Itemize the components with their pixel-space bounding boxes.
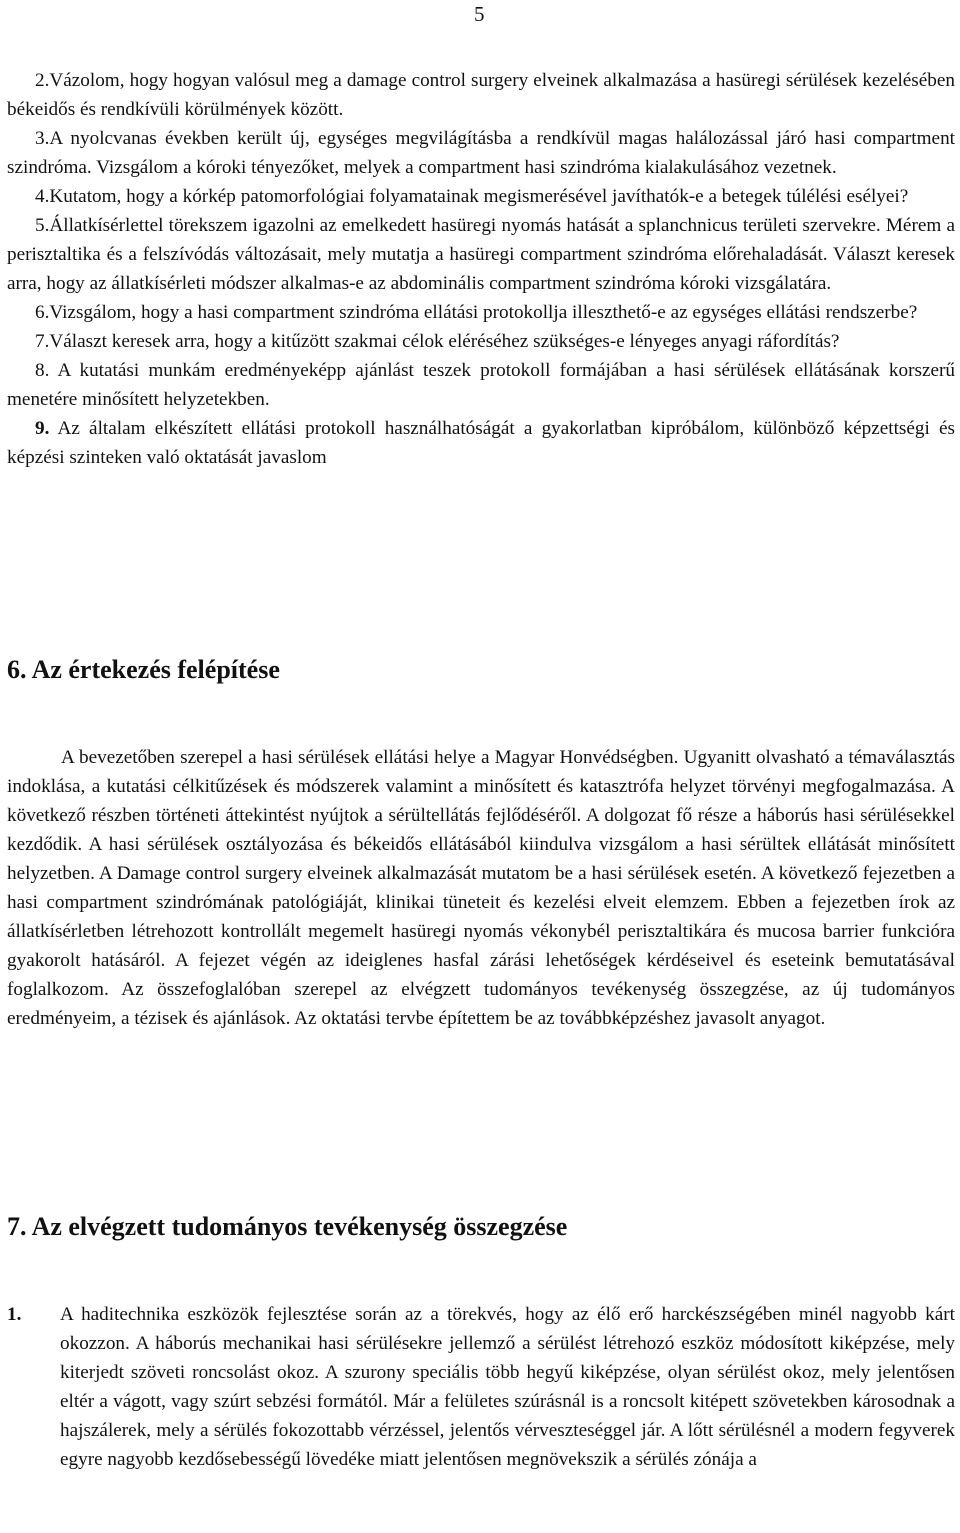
summary-list <box>7 1300 955 1474</box>
goal-item <box>7 327 955 356</box>
goal-item <box>7 298 955 327</box>
goal-number: 6. <box>35 302 50 323</box>
goal-number: 4. <box>35 186 50 207</box>
paragraph-text: A bevezetőben szerepel a hasi sérülések ellátási helye a Magyar Honvédségben. Ugyanitt olvasható a témaválasztás indoklása, a kutatási célkitűzések és módszerek valamint a minősített és katasztrófa helyzet törvényi megfogalmazása. A következő részben történeti áttekintést nyújtok a sérültellátás fejlődéséről. A dolgozat fő része a háborús hasi sérülésekkel kezdődik. A hasi sérülések osztályozása és békeidős ellátásából kiindulva vizsgálom a hasi sérültek ellátását minősített helyzetben. A Damage control surgery elveinek alkalmazását mutatom be a hasi sérülések esetén. A következő fejezetben a hasi compartment szindrómának patológiáját, klinikai tüneteit és kezelési elveit elemzem. Ebben a fejezetben írok az állatkísérletben létrehozott kontrollált megemelt hasüregi nyomás vékonybél perisztaltikára és mucosa barrier funkcióra gyakorolt hatásáról. A fejezet végén az ideiglenes hasfal zárási lehetőségek kérdéseivel és eseteink bemutatásával foglalkozom. Az összefoglalóban szerepel az elvégzett tudományos tevékenység összegzése, az új tudományos eredményeim, a tézisek és ajánlások. Az oktatási tervbe építettem be az továbbképzéshez javasolt anyagot. <box>7 747 955 1029</box>
goal-item <box>7 182 955 211</box>
goal-number: 2. <box>35 70 50 91</box>
summary-item <box>7 1300 955 1474</box>
goal-item <box>7 124 955 182</box>
goal-text: A nyolcvanas években került új, egységes megvilágításba a rendkívül magas halálozással járó hasi compartment szindróma. Vizsgálom a kóroki tényezőket, melyek a compartment hasi szindróma kialakulásához vezetnek. <box>7 128 955 178</box>
summary-number: 1. <box>7 1304 22 1325</box>
goal-text: Vizsgálom, hogy a hasi compartment szindróma ellátási protokollja illeszthető-e az egységes ellátási rendszerbe? <box>49 302 918 323</box>
goal-text: Állatkísérlettel törekszem igazolni az emelkedett hasüregi nyomás hatását a splanchnicus területi szervekre. Mérem a perisztaltika és a felszívódás változásait, mely mutatja a hasüregi compartment szindróma előrehaladását. Választ keresek arra, hogy az állatkísérleti módszer alkalmas-e az abdominális compartment szindróma kóroki vizsgálatára. <box>7 215 955 294</box>
goal-text: Választ keresek arra, hogy a kitűzött szakmai célok eléréséhez szükséges-e lényeges anyagi ráfordítás? <box>49 331 840 352</box>
goal-text: Vázolom, hogy hogyan valósul meg a damage control surgery elveinek alkalmazása a hasüregi sérülések kezelésében békeidős és rendkívüli körülmények között. <box>7 70 955 120</box>
page-number: 5 <box>474 2 485 26</box>
section-heading: 7. Az elvégzett tudományos tevékenység összegzése <box>7 1212 568 1241</box>
goal-text: Az általam elkészített ellátási protokoll használhatóságát a gyakorlatban kipróbálom, különböző képzettségi és képzési szinteken való oktatását javaslom <box>7 418 955 468</box>
summary-text: A haditechnika eszközök fejlesztése során az a törekvés, hogy az élő erő harckészségében minél nagyobb kárt okozzon. A háborús mechanikai hasi sérülésekre jellemző a sérülést létrehozó eszköz módosított kiképzése, mely kiterjedt szöveti roncsolást okoz. A szurony speciális több hegyű kiképzése, olyan sérülést okoz, mely jelentősen eltér a vágott, vagy szúrt sebzési formától. Már a felületes szúrásnál is a roncsolt kitépett szövetekben károsodnak a hajszálerek, mely a sérülés fokozottabb vérzéssel, jelentős vérveszteséggel jár. A lőtt sérülésnél a modern fegyverek egyre nagyobb kezdősebességű lövedéke miatt jelentősen megnövekszik a sérülés zónája a <box>60 1304 955 1470</box>
goal-number: 3. <box>35 128 50 149</box>
section-heading: 6. Az értekezés felépítése <box>7 655 280 684</box>
goal-number: 9. <box>35 418 50 439</box>
goal-number: 7. <box>35 331 50 352</box>
goal-text: Kutatom, hogy a kórkép patomorfológiai folyamatainak megismerésével javíthatók-e a betegek túlélési esélyei? <box>49 186 909 207</box>
goal-item <box>7 66 955 124</box>
goal-number: 8. <box>35 360 50 381</box>
goal-item <box>7 211 955 298</box>
goal-text: A kutatási munkám eredményeképp ajánlást teszek protokoll formájában a hasi sérülések ellátásának korszerű menetére minősített helyzetekben. <box>7 360 955 410</box>
goal-item <box>7 356 955 414</box>
goals-list <box>7 66 955 472</box>
goal-number: 5. <box>35 215 50 236</box>
section-paragraph <box>7 743 955 1033</box>
goal-item <box>7 414 955 472</box>
